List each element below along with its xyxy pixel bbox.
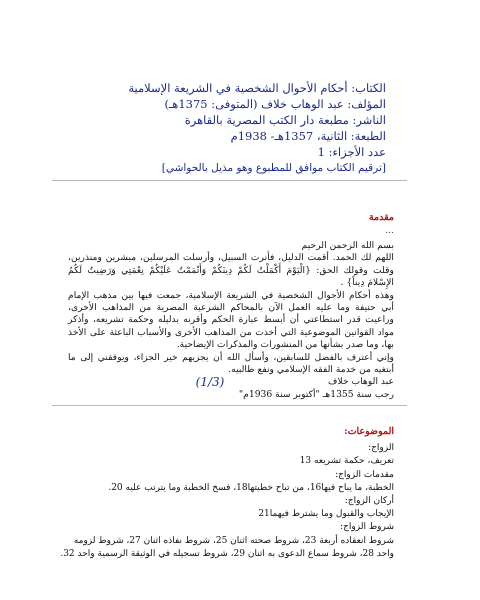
ellipsis: ... bbox=[385, 226, 394, 236]
author-line: المؤلف: عبد الوهاب خلاف (المتوفى: 1375هـ) bbox=[164, 97, 386, 111]
parts-line: عدد الأجزاء: 1 bbox=[317, 145, 386, 159]
numbering-note: [ترقيم الكتاب موافق للمطبوع وهو مذيل بالحواشي] bbox=[161, 162, 386, 174]
intro-paragraph: وإني أعترف بالفضل للسابقين، وأسأل الله أن يجزيهم خير الجزاء، ويوفقني إلى ما أبتغيه من خدمة الفقه الإسلامي ونفع طالبيه. bbox=[68, 351, 394, 376]
book-metadata bbox=[86, 80, 386, 176]
date-line: رجب سنة 1355هـ "أكتوبر سنة 1936م" bbox=[238, 388, 394, 400]
topics-list bbox=[60, 425, 394, 561]
book-title-line: الكتاب: أحكام الأحوال الشخصية في الشريعة الإسلامية bbox=[128, 81, 386, 95]
toc-line: الإيجاب والقبول وما يشترط فيهما21 bbox=[258, 509, 394, 520]
toc-line: أركان الزواج: bbox=[344, 496, 394, 507]
divider bbox=[52, 405, 407, 406]
intro-heading: مقدمة bbox=[368, 212, 394, 223]
intro-paragraph: وهذه أحكام الأحوال الشخصية في الشريعة الإسلامية، جمعت فيها بين مذهب الإمام أبي حنيفة وما عليه العمل الآن بالمحاكم الشرعية المصرية من المذاهب الأخرى، وراعيت قدر استطاعتي أن أبسط عبارة الحكم وأقرنه بدليله وحكمة تشريعه، وأذكر مواد القوانين الموضوعية التي أخذت من المذاهب الأخرى والأسباب الباعثة على الأخذ بها، وما صدر بشأنها من المنشورات والمذكرات الإيضاحية. bbox=[68, 289, 394, 351]
publisher-line: الناشر: مطبعة دار الكتب المصرية بالقاهرة bbox=[184, 113, 386, 127]
toc-line: الخطبة، ما يباح فيها16، من تباح خطبتها18، فسخ الخطبة وما يترتب عليه 20. bbox=[108, 482, 394, 493]
basmala: بسم الله الرحمن الرحيم bbox=[301, 240, 394, 251]
toc-line: الزواج: bbox=[368, 443, 394, 454]
page-number: (1/3) bbox=[195, 375, 225, 389]
signature-name: عبد الوهاب خلاف bbox=[328, 376, 394, 388]
intro-paragraph: اللهم لك الحمد. أقمت الدليل، فأنرت السبيل، وأرسلت المرسلين، مبشرين ومنذرين، وقلت وقولك الحق: {الْيَوْمَ أَكْمَلْتُ لَكُمْ دِينَكُمْ وَأَتْمَمْتُ عَلَيْكُمْ نِعْمَتِي وَرَضِيتُ لَكُمُ الإِسْلامَ دِيناً} . bbox=[68, 252, 394, 289]
toc-line: مقدمات الزواج: bbox=[335, 469, 394, 480]
toc-line: تعريف، حكمة تشريعه 13 bbox=[299, 456, 394, 467]
toc-line: شروط الزواج: bbox=[340, 522, 394, 533]
divider bbox=[52, 180, 407, 181]
edition-line: الطبعة: الثانية، 1357هـ- 1938م bbox=[230, 129, 386, 143]
topics-heading: الموضوعات: bbox=[344, 426, 394, 437]
toc-line: شروط انعقاده أربعة 23، شروط صحته اثنان 25، شروط نفاذه اثنان 27، شروط لزومه واحد 28، شروط سماع الدعوى به اثنان 29، شروط تسجيله في الوثيقة الرسمية واحد 32. bbox=[60, 535, 394, 559]
